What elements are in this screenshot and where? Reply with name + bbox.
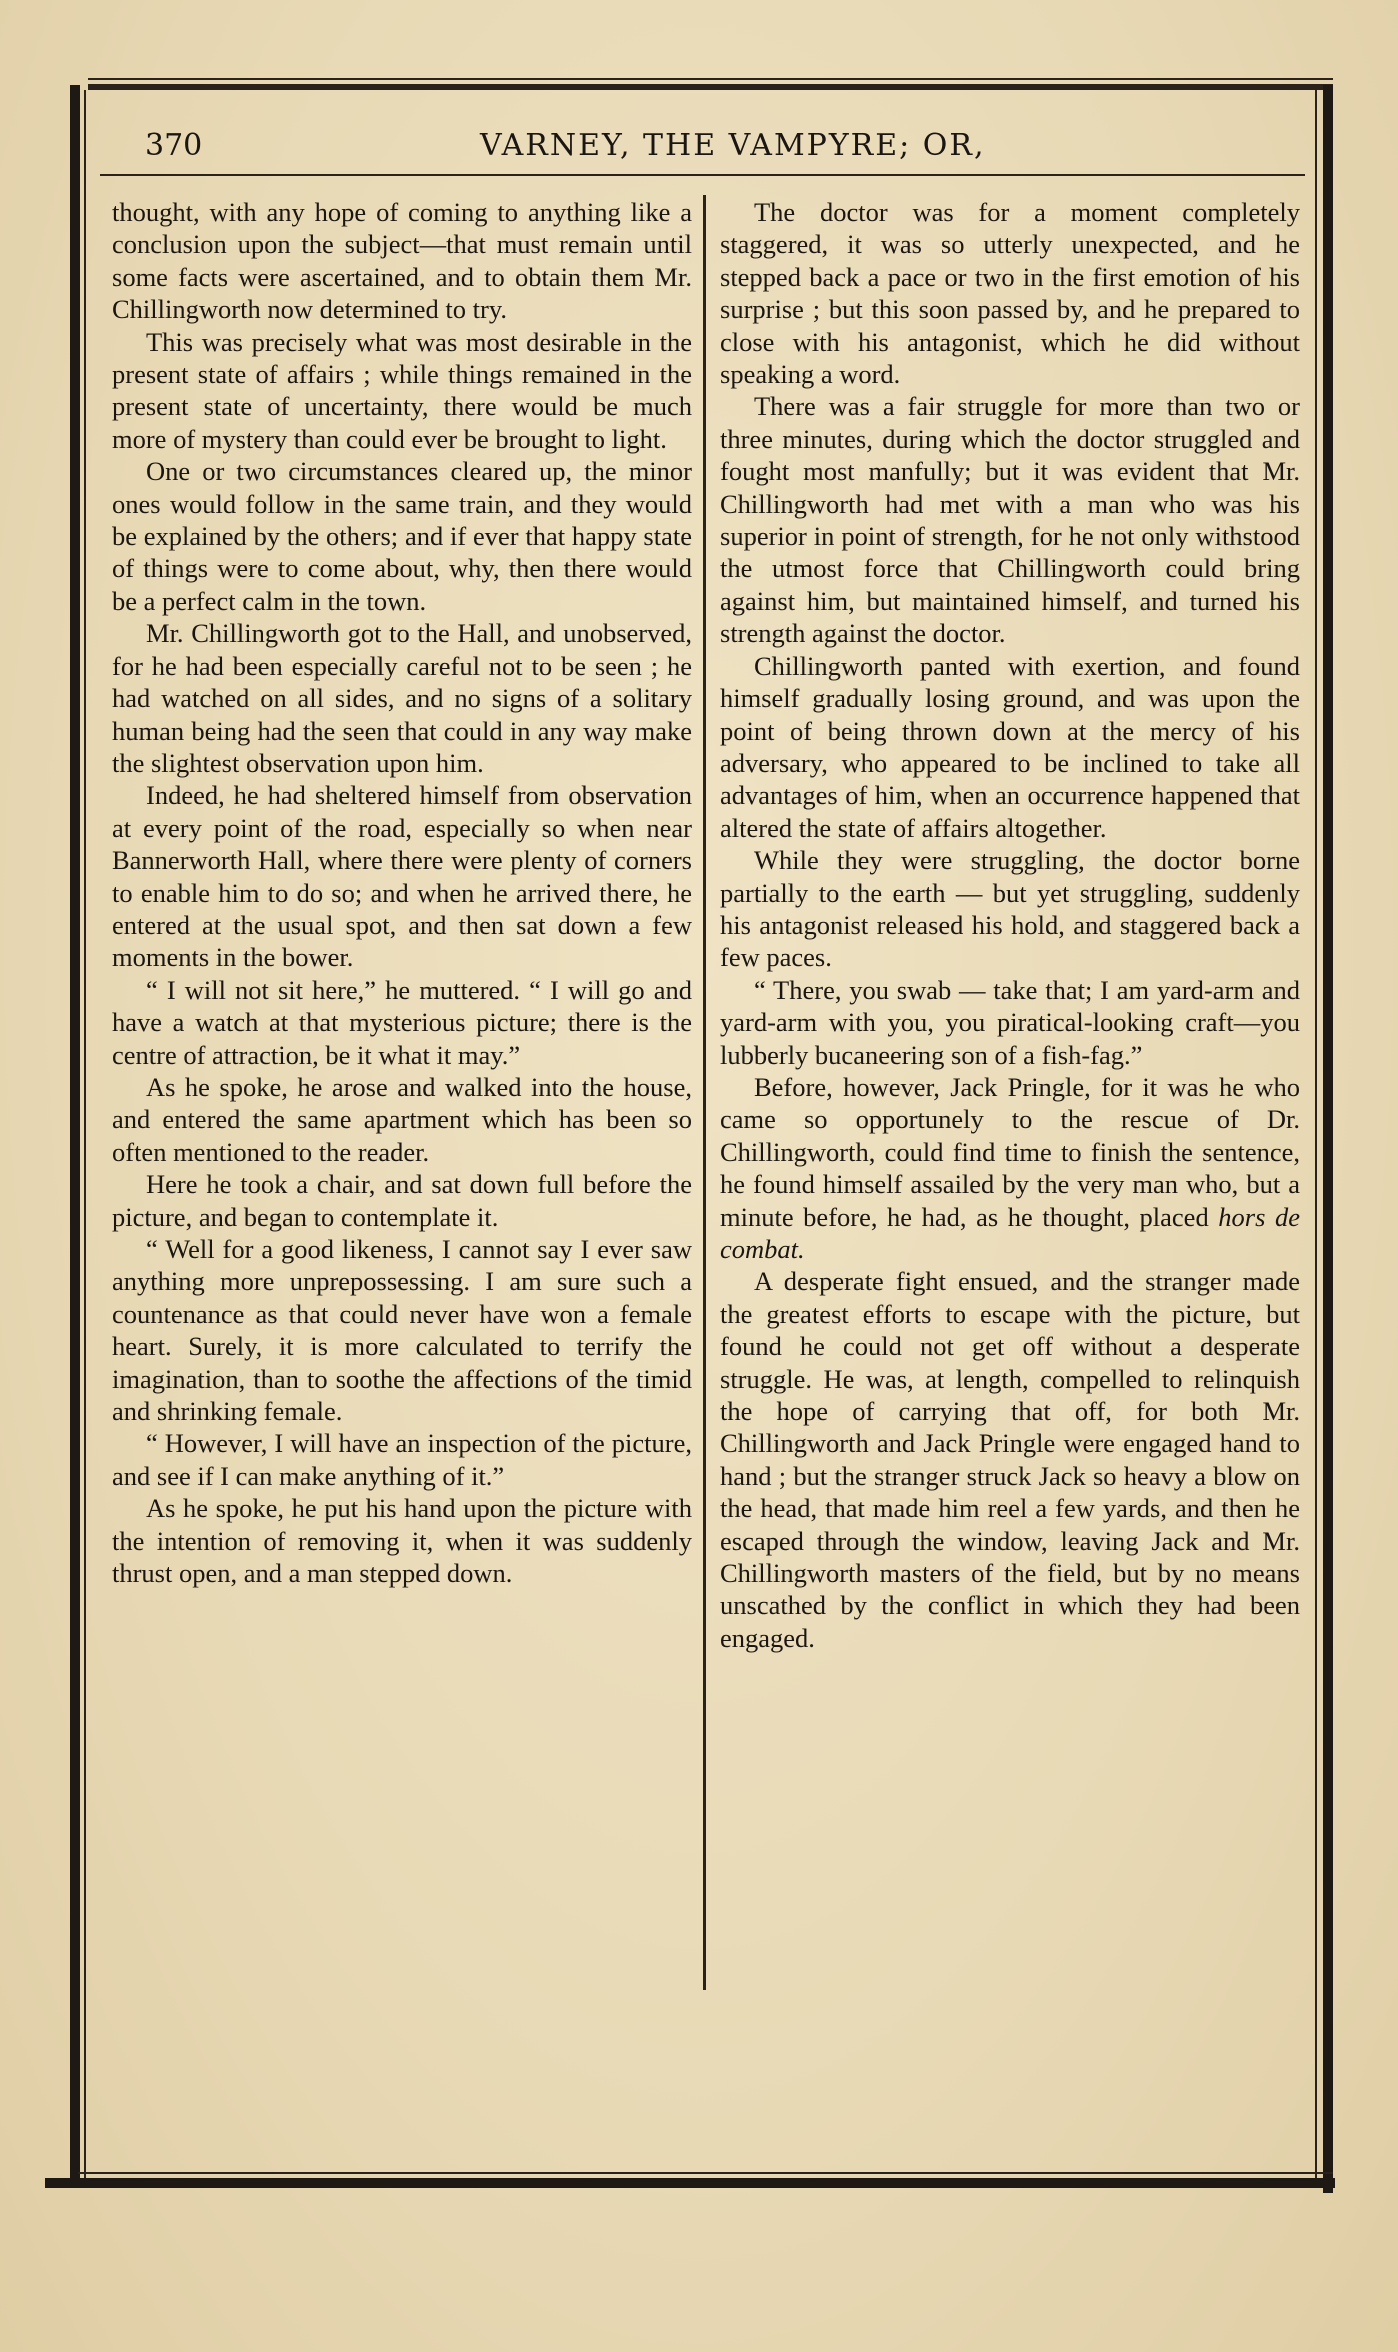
right-column (720, 196, 1300, 1654)
paragraph: This was precisely what was most desirable in the present state of affairs ; while things remained in the present state of uncertainty, there would be much more of mystery than could ever be brought to light. (112, 326, 692, 454)
paragraph: Mr. Chillingworth got to the Hall, and unobserved, for he had been especially careful not to be seen ; he had watched on all sides, and no signs of a solitary human being had the seen that could in any way make the slightest observation upon him. (112, 618, 692, 778)
bottom-border-thin-rule (78, 2172, 1333, 2174)
paragraph: A desperate fight ensued, and the stranger made the greatest efforts to escape with the picture, but found he could not get off without a desperate struggle. He was, at length, compelled to relinquish the hope of carrying that off, for both Mr. Chillingworth and Jack Pringle were engaged hand to hand ; but the stranger struck Jack so heavy a blow on the head, that made him reel a few yards, and then he escaped through the window, leaving Jack and Mr. Chillingworth masters of the field, but by no means unscathed by the conflict in which they had been engaged. (720, 1266, 1300, 1653)
header-rule (100, 174, 1305, 176)
left-border-thin-rule (84, 90, 86, 2185)
italic-phrase: hors de combat. (720, 1201, 1301, 1264)
paragraph: “ Well for a good likeness, I cannot say I ever saw anything more unprepossessing. I am sure such a countenance as that could never have won a female heart. Surely, it is more calculated to terrify the imagination, than to soothe the affections of the timid and shrinking female. (112, 1234, 692, 1427)
paragraph: One or two circumstances cleared up, the minor ones would follow in the same train, and they would be explained by the others; and if ever that happy state of things were to come about, why, then there would be a perfect calm in the town. (112, 456, 692, 616)
right-border-thick-rule (1323, 85, 1333, 2193)
page-number: 370 (145, 128, 203, 163)
top-border-thin-rule (88, 78, 1333, 80)
paragraph (720, 1071, 1300, 1265)
paragraph: As he spoke, he arose and walked into the house, and entered the same apartment which has been so often mentioned to the reader. (112, 1071, 692, 1167)
running-title: VARNEY, THE VAMPYRE; OR, (480, 128, 986, 163)
left-border-thick-rule (70, 85, 80, 2188)
right-border-thin-rule (1315, 90, 1317, 2185)
column-divider (703, 195, 706, 1990)
paragraph: While they were struggling, the doctor borne partially to the earth — but yet struggling, suddenly his antagonist released his hold, and staggered back a few paces. (720, 845, 1300, 973)
paragraph: There was a fair struggle for more than two or three minutes, during which the doctor struggled and fought most manfully; but it was evident that Mr. Chillingworth had met with a man who was his superior in point of strength, for he not only withstood the utmost force that Chillingworth could bring against him, but maintained himself, and turned his strength against the doctor. (720, 391, 1300, 649)
left-column (112, 196, 692, 1589)
paragraph: “ However, I will have an inspection of the picture, and see if I can make anything of it.” (112, 1428, 692, 1491)
bottom-border-thick-rule (45, 2178, 1335, 2188)
paragraph: “ I will not sit here,” he muttered. “ I will go and have a watch at that mysterious picture; there is the centre of attraction, be it what it may.” (112, 974, 692, 1070)
paragraph: The doctor was for a moment completely staggered, it was so utterly unexpected, and he stepped back a pace or two in the first emotion of his surprise ; but this soon passed by, and he prepared to close with his antagonist, which he did without speaking a word. (720, 197, 1300, 390)
paragraph: Indeed, he had sheltered himself from observation at every point of the road, especially so when near Bannerworth Hall, where there were plenty of corners to enable him to do so; and when he arrived there, he entered at the usual spot, and then sat down a few moments in the bower. (112, 780, 692, 973)
paragraph: Here he took a chair, and sat down full before the picture, and began to contemplate it. (112, 1169, 692, 1232)
paragraph: “ There, you swab — take that; I am yard-arm and yard-arm with you, you piratical-looking craft—you lubberly bucaneering son of a fish-fag.” (720, 974, 1300, 1070)
page-header (145, 128, 1325, 168)
paragraph: thought, with any hope of coming to anything like a conclusion upon the subject—that must remain until some facts were ascertained, and to obtain them Mr. Chillingworth now determined to try. (112, 197, 692, 325)
paragraph: Chillingworth panted with exertion, and found himself gradually losing ground, and was upon the point of being thrown down at the mercy of his adversary, who appeared to be inclined to take all advantages of him, when an occurrence happened that altered the state of affairs altogether. (720, 650, 1300, 843)
top-border-thick-rule (88, 84, 1333, 90)
paragraph-text: Before, however, Jack Pringle, for it was he who came so opportunely to the rescue of Dr. Chillingworth, could find time to finish the sentence, he found himself assailed by the very man who, but a minute before, he had, as he thought, placed (720, 1071, 1300, 1232)
paragraph: As he spoke, he put his hand upon the picture with the intention of removing it, when it was suddenly thrust open, and a man stepped down. (112, 1493, 692, 1589)
